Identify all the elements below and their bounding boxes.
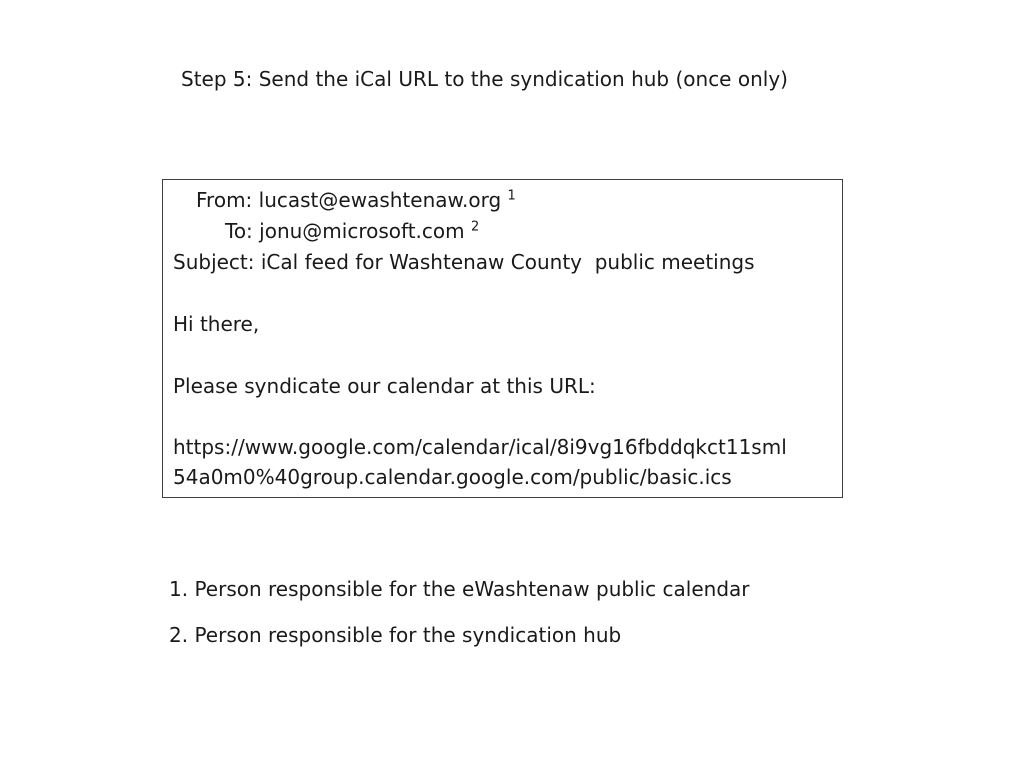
email-to-footnote-ref: 2	[470, 219, 480, 235]
email-subject-line	[173, 247, 755, 277]
email-to-label: To:	[225, 219, 253, 243]
email-greeting: Hi there,	[173, 312, 260, 336]
email-from-footnote-ref: 1	[507, 188, 516, 204]
email-url-line-2: 54a0m0%40group.calendar.google.com/public/basic.ics	[173, 465, 732, 489]
email-from-value: lucast@ewashtenaw.org	[258, 188, 502, 212]
footnote-2: 2. Person responsible for the syndication hub	[169, 623, 622, 647]
email-from-line	[196, 185, 516, 215]
email-from-label: From:	[196, 188, 253, 212]
email-to-value: jonu@microsoft.com	[259, 219, 465, 243]
email-to-line	[225, 216, 479, 246]
slide-title: Step 5: Send the iCal URL to the syndication hub (once only)	[181, 67, 788, 91]
email-body-text: Please syndicate our calendar at this URL:	[173, 374, 596, 398]
footnote-1: 1. Person responsible for the eWashtenaw public calendar	[169, 577, 750, 601]
email-subject-value: iCal feed for Washtenaw County public meetings	[260, 250, 755, 274]
email-subject-label: Subject:	[173, 250, 255, 274]
email-box	[162, 179, 843, 498]
email-url-line-1: https://www.google.com/calendar/ical/8i9vg16fbddqkct11sml	[173, 435, 787, 459]
